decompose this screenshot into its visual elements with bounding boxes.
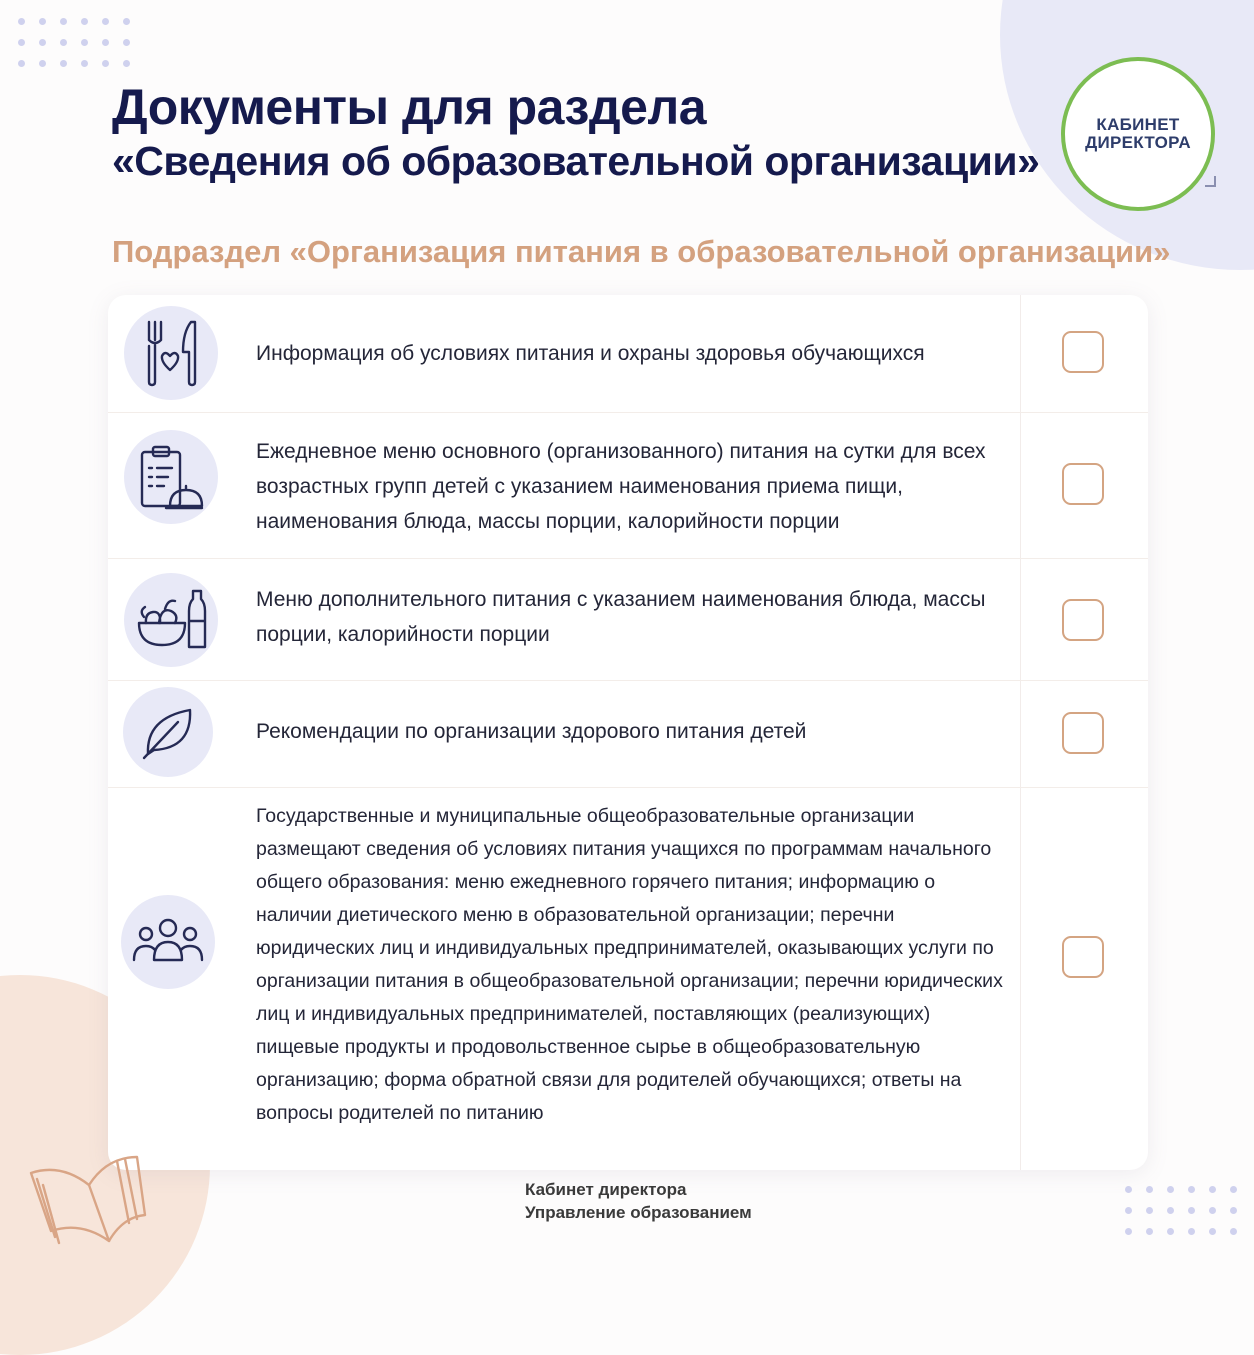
salad-bowl-bottle-icon xyxy=(124,573,218,667)
page-title-line-2: «Сведения об образовательной организации» xyxy=(112,138,1040,184)
section-subtitle: Подраздел «Организация питания в образовательной организации» xyxy=(112,234,1171,269)
checklist-row xyxy=(108,559,1148,681)
checklist-row xyxy=(108,295,1148,413)
checklist-item-text: Информация об условиях питания и охраны здоровья обучающихся xyxy=(256,342,925,365)
checklist-checkbox[interactable] xyxy=(1062,936,1104,978)
checklist-checkbox[interactable] xyxy=(1062,599,1104,641)
footer-line-1: Кабинет директора xyxy=(525,1180,687,1199)
checklist-item-text: Рекомендации по организации здорового питания детей xyxy=(256,720,807,743)
leaf-icon xyxy=(123,687,213,777)
clipboard-menu-cloche-icon xyxy=(124,430,218,524)
checklist-row xyxy=(108,788,1148,1170)
fork-knife-heart-icon xyxy=(124,306,218,400)
brand-logo-text: КАБИНЕТ ДИРЕКТОРА xyxy=(1085,115,1191,152)
decorative-dots-top-left xyxy=(18,18,130,67)
checklist-item-text: Меню дополнительного питания с указанием наименования блюда, массы порции, калорийности порции xyxy=(256,588,986,646)
brand-logo xyxy=(1061,57,1215,211)
footer-line-2: Управление образованием xyxy=(525,1203,752,1222)
checklist-checkbox[interactable] xyxy=(1062,712,1104,754)
logo-corner-mark xyxy=(1205,176,1216,187)
checklist-item-text: Ежедневное меню основного (организованного) питания на сутки для всех возрастных групп детей с указанием наименования приема пищи, наименования блюда, массы порции, калорийности порции xyxy=(256,440,986,533)
checklist-card xyxy=(108,295,1148,1170)
checklist-item-text: Государственные и муниципальные общеобразовательные организации размещают сведения об условиях питания учащихся по программам начального общего образования: меню ежедневного горячего питания; информацию о наличии диетического меню в образовательной организации; перечни юридических лиц и индивидуальных предпринимателей, оказывающих услуги по организации питания в общеобразовательной организации; перечни юридических лиц и индивидуальных предпринимателей, поставляющих (реализующих) пищевые продукты и продовольственное сырье в общеобразовательную организацию; форма обратной связи для родителей обучающихся; ответы на вопросы родителей по питанию xyxy=(256,805,1003,1124)
checklist-row xyxy=(108,413,1148,559)
people-group-icon xyxy=(121,895,215,989)
checklist-checkbox[interactable] xyxy=(1062,463,1104,505)
open-book-icon xyxy=(25,1145,155,1250)
checklist-checkbox[interactable] xyxy=(1062,331,1104,373)
checklist-row xyxy=(108,681,1148,788)
decorative-dots-bottom-right xyxy=(1125,1186,1237,1235)
page-title-line-1: Документы для раздела xyxy=(112,79,707,135)
